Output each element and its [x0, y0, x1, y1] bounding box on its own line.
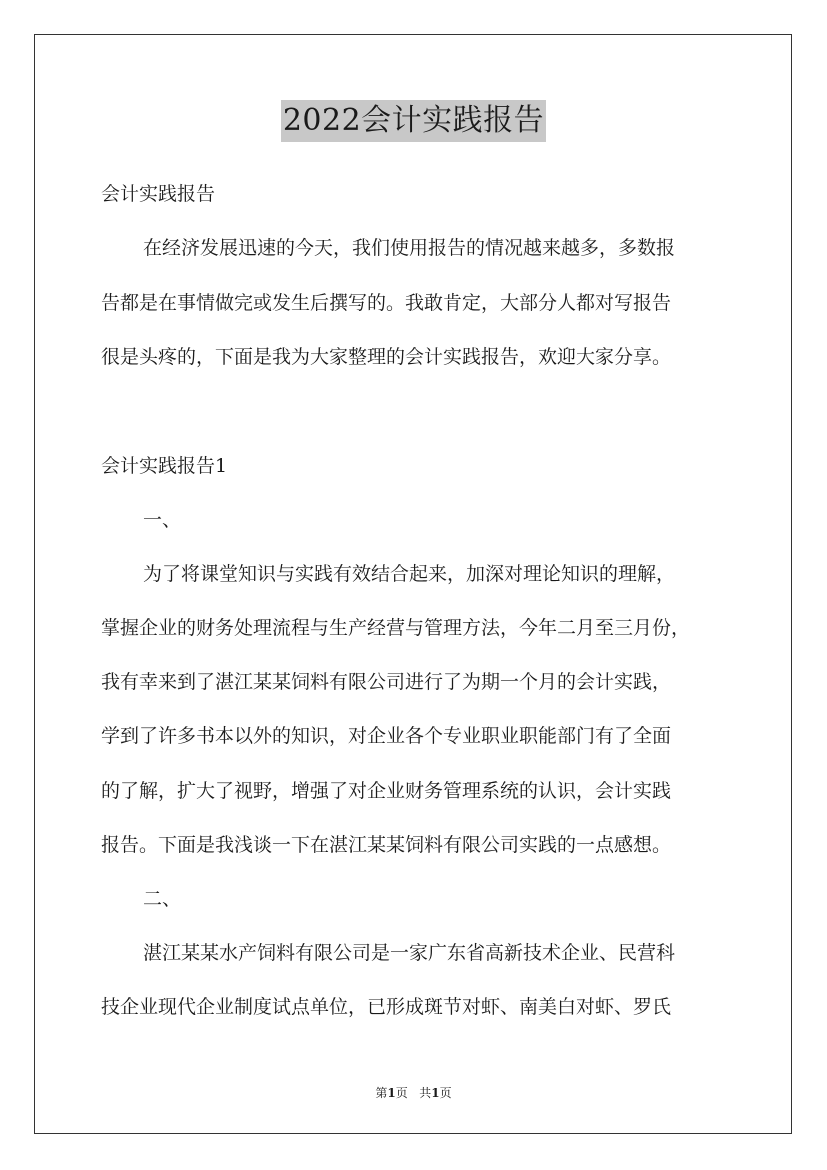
- footer-total-number: 1: [431, 1086, 440, 1100]
- section-2-line-1: 湛江某某水产饲料有限公司是一家广东省高新技术企业、民营科: [143, 942, 676, 964]
- section-1-line-6: 报告。下面是我浅谈一下在湛江某某饲料有限公司实践的一点感想。: [101, 834, 672, 856]
- section-1-line-4: 学到了许多书本以外的知识，对企业各个专业职业职能部门有了全面: [101, 725, 672, 747]
- section-1-line-1: 为了将课堂知识与实践有效结合起来，加深对理论知识的理解，: [143, 563, 676, 585]
- section-2-label: 二、: [143, 888, 182, 910]
- intro-line-3: 很是头疼的，下面是我为大家整理的会计实践报告，欢迎大家分享。: [101, 346, 672, 368]
- title-wrap: [0, 100, 827, 142]
- intro-line-2: 告都是在事情做完或发生后撰写的。我敢肯定，大部分人都对写报告: [101, 292, 672, 314]
- section-1-label: 一、: [143, 509, 182, 531]
- section-1-line-5: 的了解，扩大了视野，增强了对企业财务管理系统的认识，会计实践: [101, 780, 672, 802]
- footer-total-prefix: 共: [419, 1086, 432, 1100]
- document-title: 2022会计实践报告: [281, 100, 546, 142]
- section-2-line-2: 技企业现代企业制度试点单位，已形成斑节对虾、南美白对虾、罗氏: [101, 996, 672, 1018]
- heading-report: 会计实践报告: [101, 183, 216, 205]
- footer-page-suffix: 页: [395, 1086, 408, 1100]
- heading-report-1: 会计实践报告1: [101, 455, 228, 477]
- footer-page-number: 1: [387, 1086, 396, 1100]
- footer-total-suffix: 页: [439, 1086, 452, 1100]
- section-1-line-2: 掌握企业的财务处理流程与生产经营与管理方法，今年二月至三月份，: [101, 617, 691, 639]
- footer-page-prefix: 第: [375, 1086, 388, 1100]
- page-footer: [0, 1084, 827, 1101]
- section-1-line-3: 我有幸来到了湛江某某饲料有限公司进行了为期一个月的会计实践，: [101, 671, 672, 693]
- intro-line-1: 在经济发展迅速的今天，我们使用报告的情况越来越多，多数报: [143, 237, 676, 259]
